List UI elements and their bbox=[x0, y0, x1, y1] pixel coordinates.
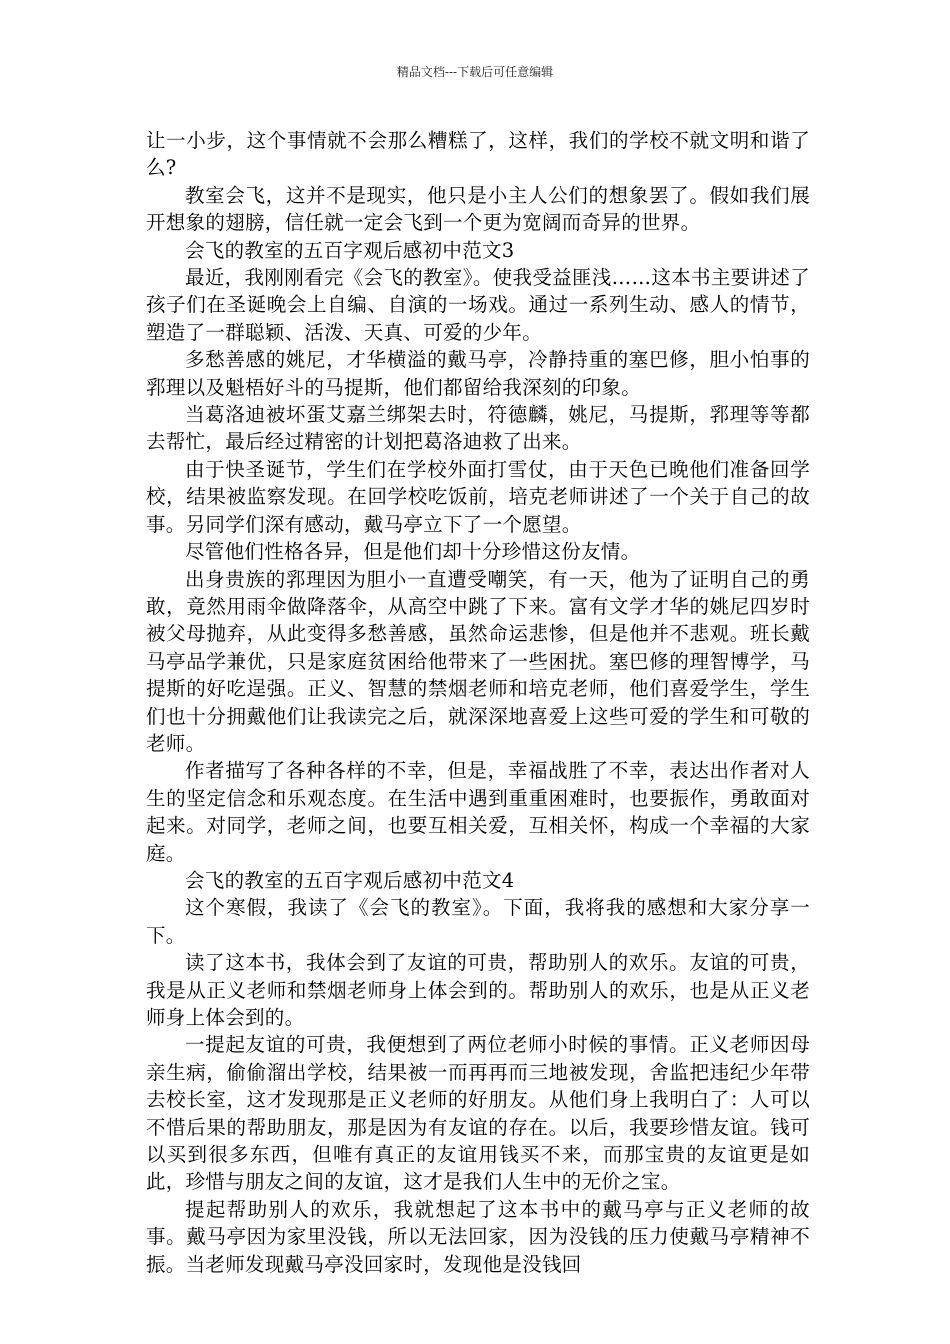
paragraph: 教室会飞，这并不是现实，他只是小主人公们的想象罢了。假如我们展开想象的翅膀，信任就一定会飞到一个更为宽阔而奇异的世界。 bbox=[146, 183, 810, 235]
paragraph: 由于快圣诞节，学生们在学校外面打雪仗，由于天色已晚他们准备回学校，结果被监察发现。在回学校吃饭前，培克老师讲述了一个关于自己的故事。另同学们深有感动，戴马亭立下了一个愿望。 bbox=[146, 457, 810, 536]
paragraph: 读了这本书，我体会到了友谊的可贵，帮助别人的欢乐。友谊的可贵，我是从正义老师和禁烟老师身上体会到的。帮助别人的欢乐，也是从正义老师身上体会到的。 bbox=[146, 951, 810, 1029]
paragraph: 当葛洛迪被坏蛋艾嘉兰绑架去时，符德麟，姚尼，马提斯，郛理等等都去帮忙，最后经过精密的计划把葛洛迪救了出来。 bbox=[146, 403, 810, 454]
paragraph: 提起帮助别人的欢乐，我就想起了这本书中的戴马亭与正义老师的故事。戴马亭因为家里没钱，所以无法回家，因为没钱的压力使戴马亭精神不振。当老师发现戴马亭没回家时，发现他是没钱回 bbox=[146, 1197, 810, 1276]
paragraph: 作者描写了各种各样的不幸，但是，幸福战胜了不幸，表达出作者对人生的坚定信念和乐观态度。在生活中遇到重重困难时，也要振作，勇敢面对起来。对同学，老师之间，也要互相关爱，互相关怀，构成一个幸福的大家庭。 bbox=[146, 759, 810, 865]
paragraph: 出身贵族的郛理因为胆小一直遭受嘲笑，有一天，他为了证明自己的勇敢，竟然用雨伞做降落伞，从高空中跳了下来。富有文学才华的姚尼四岁时被父母抛弃，从此变得多愁善感，虽然命运悲惨，但是他并不悲观。班长戴马亭品学兼优，只是家庭贫困给他带来了一些困扰。塞巴修的理智博学，马提斯的好吃逞强。正义、智慧的禁烟老师和培克老师，他们喜爱学生，学生们也十分拥戴他们让我读完之后，就深深地喜爱上这些可爱的学生和可敬的老师。 bbox=[146, 567, 810, 755]
paragraph: 这个寒假，我读了《会飞的教室》。下面，我将我的感想和大家分享一下。 bbox=[146, 896, 810, 947]
page-header: 精品文档---下载后可任意编辑 bbox=[396, 65, 554, 79]
paragraph: 让一小步，这个事情就不会那么糟糕了，这样，我们的学校不就文明和谐了么? bbox=[146, 129, 810, 180]
document-body bbox=[146, 127, 810, 1278]
paragraph: 一提起友谊的可贵，我便想到了两位老师小时候的事情。正义老师因母亲生病，偷偷溜出学校，结果被一而再再而三地被发现，舍监把违纪少年带去校长室，这才发现那是正义老师的好朋友。从他们身上我明白了：人可以不惜后果的帮助朋友，那是因为有友谊的存在。以后，我要珍惜友谊。钱可以买到很多东西，但唯有真正的友谊用钱买不来，而那宝贵的友谊更是如此，珍惜与朋友之间的友谊，这才是我们人生中的无价之宝。 bbox=[146, 1033, 810, 1194]
paragraph: 最近，我刚刚看完《会飞的教室》。使我受益匪浅……这本书主要讲述了孩子们在圣诞晚会上自编、自演的一场戏。通过一系列生动、感人的情节，塑造了一群聪颖、活泼、天真、可爱的少年。 bbox=[146, 266, 810, 344]
section-heading: 会飞的教室的五百字观后感初中范文3 bbox=[185, 238, 515, 262]
section-heading: 会飞的教室的五百字观后感初中范文4 bbox=[185, 868, 515, 892]
paragraph: 多愁善感的姚尼，才华横溢的戴马亭，冷静持重的塞巴修，胆小怕事的郛理以及魁梧好斗的马提斯，他们都留给我深刻的印象。 bbox=[146, 348, 810, 399]
paragraph: 尽管他们性格各异，但是他们却十分珍惜这份友情。 bbox=[185, 540, 641, 564]
